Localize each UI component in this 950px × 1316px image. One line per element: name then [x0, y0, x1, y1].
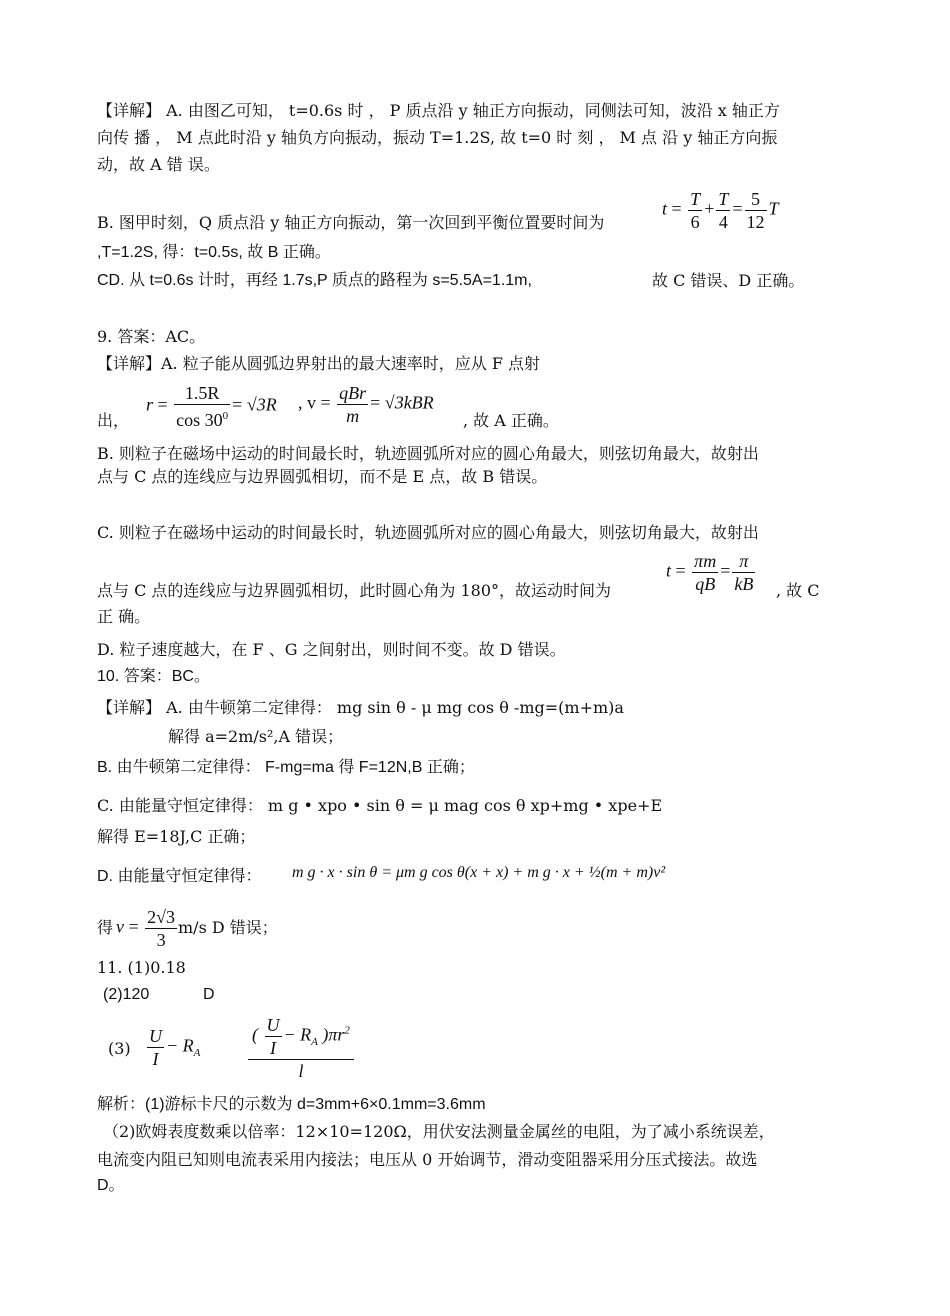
- q9-radius-formula: r = $\frac{1.5R}{\cos 30^0}$ = √3R: [146, 383, 277, 430]
- q9-d-line: D. 粒子速度越大，在 F 、G 之间射出，则时间不变。故 D 错误。: [97, 640, 566, 659]
- q11-resistance-formula: $\frac{U}{I}$ − $R_A$: [149, 1026, 201, 1069]
- q11-solution-line3: 电流变内阻已知则电流表采用内接法；电压从 0 开始调节，滑动变阻器采用分压式接法。故选: [97, 1150, 758, 1169]
- q11-solution-line2: （2)欧姆表度数乘以倍率：12×10=120Ω，用伏安法测量金属丝的电阻，为了减小系统误差，: [103, 1122, 775, 1141]
- q10-v-suffix: m/s D 错误；: [178, 918, 278, 937]
- q9-detail-a: 【详解】A. 粒子能从圆弧边界射出的最大速率时，应从 F 点射: [97, 354, 541, 373]
- q9-b-line2: 点与 C 点的连线应与边界圆弧相切，而不是 E 点，故 B 错误。: [97, 467, 548, 486]
- q10-v-formula: v = $\frac{2√3}{3}$: [116, 907, 176, 950]
- q11-part3-label: (3): [108, 1039, 131, 1058]
- q11-resistivity-formula: ( $\frac{U}{I}$ − $R_A$ )$\pi r^2$ l: [246, 1014, 356, 1082]
- q9-b-line1: B. 则粒子在磁场中运动的时间最长时，轨迹圆弧所对应的圆心角最大，则弦切角最大，故射出: [97, 444, 759, 463]
- q10-c-line2: 解得 E=18J,C 正确；: [97, 827, 256, 846]
- q9-answer: 9. 答案：AC。: [97, 327, 206, 346]
- q11-solution-line1: 解析：(1)游标卡尺的示数为 d=3mm+6×0.1mm=3.6mm: [97, 1096, 486, 1113]
- q11-part2-choice: D: [203, 986, 215, 1003]
- q8-detail-a-line2: 向传 播 ， M 点此时沿 y 轴负方向振动，振动 T=1.2S, 故 t=0 时 刻 ， M 点 沿 y 轴正方向振: [97, 128, 778, 147]
- q8-cd-conclusion: 故 C 错误、D 正确。: [652, 271, 805, 290]
- q8-b-text: B. 图甲时刻，Q 质点沿 y 轴正方向振动，第一次回到平衡位置要时间为: [97, 213, 605, 232]
- q11-part1: 11. (1)0.18: [97, 958, 186, 977]
- q8-b-formula: t = $\frac{T}{6}$ + $\frac{T}{4}$ = $\frac{5}{12}$ T: [662, 189, 779, 232]
- q9-a-conclusion: , 故 A 正确。: [463, 411, 559, 430]
- q10-d-formula: m g · x · sin θ = μm g cos θ(x + x) + m g · x + ½(m + m)v²: [292, 864, 666, 881]
- q10-c-line1: C. 由能量守恒定律得： m g • xpo • sin θ = μ mag cos θ xp+mg • xpe+E: [97, 796, 663, 815]
- q10-b-line: B. 由牛顿第二定律得： F-mg=ma 得 F=12N,B 正确；: [97, 759, 475, 776]
- q9-c-line1: C. 则粒子在磁场中运动的时间最长时，轨迹圆弧所对应的圆心角最大，则弦切角最大，故射出: [97, 523, 759, 542]
- q8-detail-a-line3: 动，故 A 错 误。: [97, 155, 220, 174]
- q8-b-line2: ,T=1.2S, 得：t=0.5s, 故 B 正确。: [97, 244, 331, 261]
- q10-a-line2: 解得 a=2m/s²,A 错误；: [168, 727, 344, 746]
- q9-c-conclusion: , 故 C: [776, 581, 820, 600]
- q10-d-label: D. 由能量守恒定律得：: [97, 868, 262, 885]
- q9-out-label: 出，: [97, 411, 130, 430]
- q8-detail-a-line1: 【详解】 A. 由图乙可知， t=0.6s 时 ， P 质点沿 y 轴正方向振动，同侧法可知，波沿 x 轴正方: [97, 101, 780, 120]
- q9-velocity-formula: , v = $\frac{\text{qBr}}{m}$ = √3kBR: [298, 383, 434, 426]
- q11-solution-line4: D。: [97, 1177, 125, 1194]
- q9-c-line3: 正 确。: [97, 607, 151, 626]
- q11-part2-value: (2)120: [103, 986, 150, 1003]
- q10-a-line1: 【详解】 A. 由牛顿第二定律得： mg sin θ - μ mg cos θ -mg=(m+m)a: [97, 698, 624, 717]
- q9-c-line2: 点与 C 点的连线应与边界圆弧相切，此时圆心角为 180°，故运动时间为: [97, 581, 612, 600]
- q9-time-formula: t = $\frac{\pi m}{qB}$ = $\frac{\pi}{kB}$: [666, 551, 754, 594]
- q10-answer: 10. 答案：BC。: [97, 668, 210, 685]
- q10-v-prefix: 得: [97, 918, 114, 937]
- q8-cd-text: CD. 从 t=0.6s 计时，再经 1.7s,P 质点的路程为 s=5.5A=1.1m,: [97, 272, 532, 289]
